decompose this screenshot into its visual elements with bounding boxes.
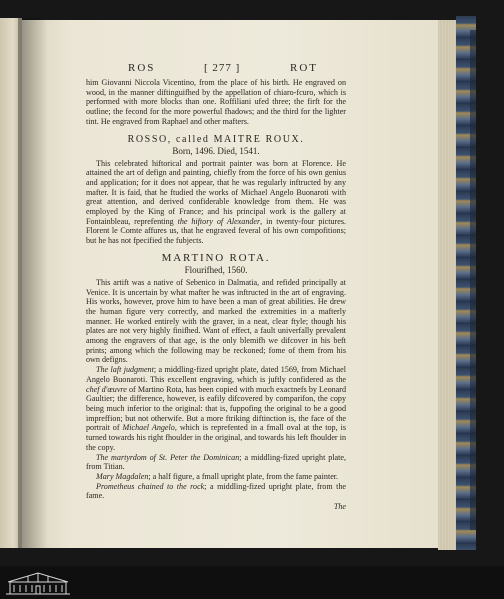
text-run: , which is reprefented in a fmall oval at the top, is turned towards his right fhoulder in the original, and towards his left fhoulder in the copy. xyxy=(86,423,346,452)
running-header xyxy=(86,64,346,78)
italic-run: Mary Magdalen xyxy=(96,471,149,481)
italic-run: The laft judgment xyxy=(96,365,154,375)
entry-dates-rota: Flourifhed, 1560. xyxy=(184,264,248,275)
paragraph-rosso xyxy=(86,159,346,246)
italic-run: The martyrdom of St. Peter the Dominican xyxy=(96,452,240,462)
library-building-logo-icon xyxy=(4,570,72,596)
text-run: ; a middling-fized upright plate, from Titian. xyxy=(86,452,346,472)
page-number: [ 277 ] xyxy=(204,62,241,74)
paragraph-continued: him Giovanni Niccola Vicentino, from the place of his birth. He engraved on wood, in the manner diftinguifhed by the appellation of chiaro-fcuro, which is performed with more blocks than one. Roffiliani ufed three; the firft for the outline; the fecond for the more powerful fhadows; and the third for the lighter tint. He engraved from Raphael and other mafters. xyxy=(86,78,346,126)
paragraph-magdalen xyxy=(86,472,346,482)
footer-bar xyxy=(0,566,504,599)
entry-title-rota: MARTINO ROTA. xyxy=(161,251,271,264)
italic-run: Michael Angelo xyxy=(122,423,175,433)
italic-run: Prometheus chained to the rock xyxy=(96,481,205,491)
page-stack-edges xyxy=(438,20,458,550)
text-run: of Martino Rota, has been copied with much exactnefs by Leonard Gaultier; the difference, however, is eafily difcovered by comparifon, the copy being much inferior to the original: that is, fuppofing the original to be a good impreffion; but not otherwife. But a more ftriking diftinction is, the face of the portrait of xyxy=(86,384,347,433)
text-run: ; a half figure, a fmall upright plate, from the fame painter. xyxy=(148,471,339,481)
text-run: This celebrated hiftorical and portrait painter was born at Florence. He attained the art of defign and painting, chiefly from the force of his own genius and application; for it does not appear, that he was regularly inftructed by any mafter. It is faid, that he ftudied the works of Michael Angelo Buonaroti with great attention, and derived confiderable knowledge from them. He was employed by the King of France; and his principal work is the gallery at Fontainbleau, reprefenting xyxy=(86,158,346,226)
catchword: The xyxy=(333,502,346,512)
paragraph-rota: This artift was a native of Sebenico in Dalmatia, and refided principally at Venice. It is uncertain by what mafter he was inftructed in the art of engraving. His works, however, prove him to have been a man of great abilities. He drew the human figure very correctly, and marked the extremities in a mafterly manner. He worked entirely with the graver, in a neat, clear ftyle; though his plates are not very highly finifhed. Want of effect, a fault univerfally prevalent among the engravers of that age, is the only blemifh we difcover in his beft prints; among which the following may be reckoned; fome of them from his own defigns. xyxy=(86,277,346,365)
paragraph-martyrdom xyxy=(86,453,346,472)
header-right: ROT xyxy=(290,62,318,74)
page-text xyxy=(86,64,346,512)
italic-run: the hiftory of Alexander xyxy=(177,216,261,226)
italic-run: chef d'œuvre xyxy=(86,384,127,394)
text-run: ; a middling-fized upright plate, from the fame. xyxy=(86,481,347,501)
text-run: , in twenty-four pictures. Florent le Comte affures us, that he engraved feveral of his own compofitions; but he has not fpecified the fubjects. xyxy=(86,216,346,246)
entry-dates-rosso: Born, 1496. Died, 1541. xyxy=(172,145,260,156)
book-cover-shadow xyxy=(470,30,476,530)
text-run: ; a middling-fized upright plate, dated 1569, from Michael Angelo Buonaroti. This excellent engraving, which is juftly confidered as the xyxy=(86,365,346,384)
header-left: ROS xyxy=(128,62,156,74)
gutter-shadow xyxy=(18,18,48,548)
paragraph-prometheus xyxy=(86,482,346,501)
paragraph-last-judgment xyxy=(86,365,346,452)
entry-title-rosso: ROSSO, called MAITRE ROUX. xyxy=(127,133,305,145)
